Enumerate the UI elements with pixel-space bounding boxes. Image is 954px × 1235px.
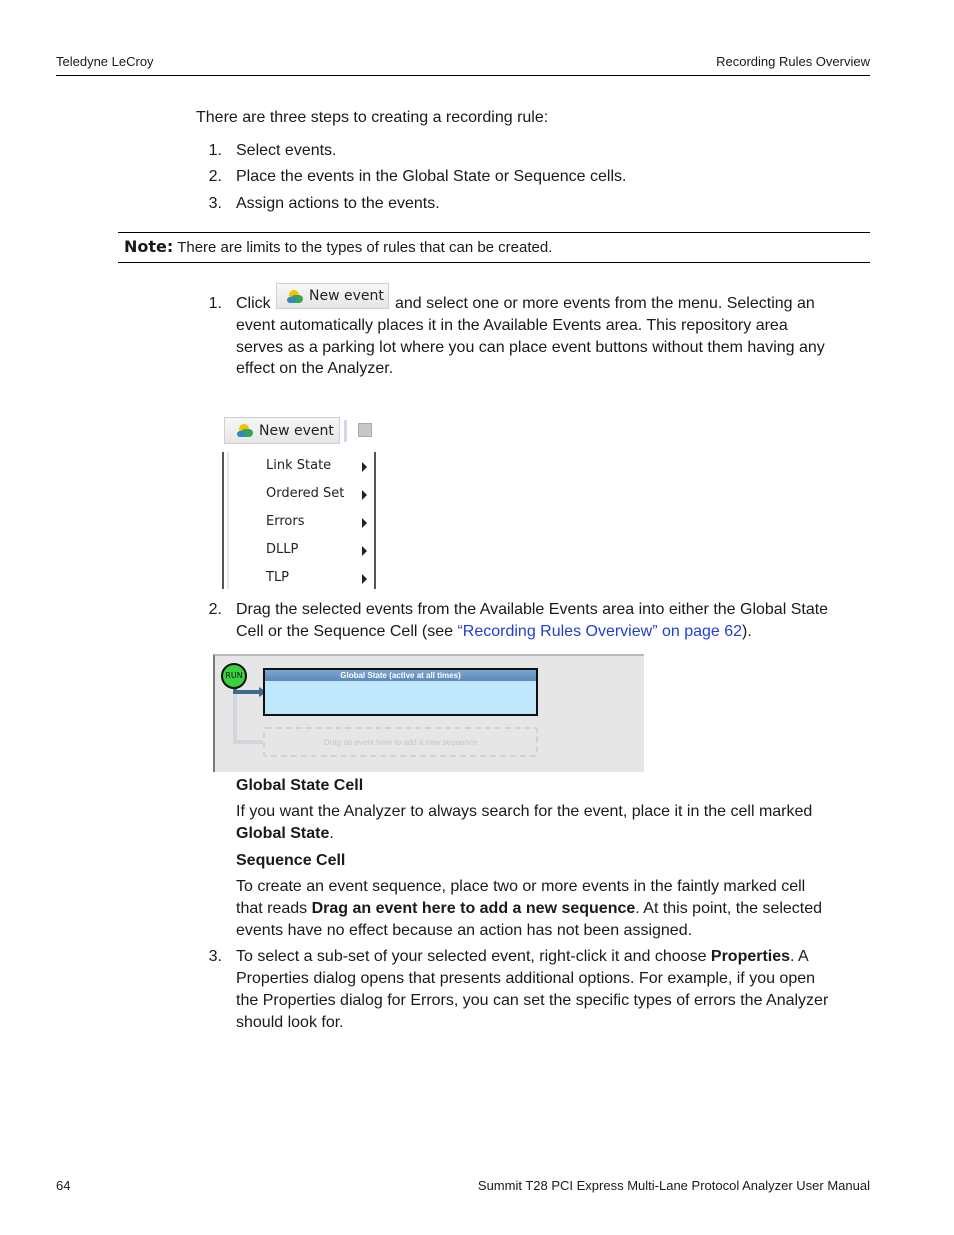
menu-item-tlp[interactable] xyxy=(224,567,374,589)
step1-line4: effect on the Analyzer. xyxy=(236,360,394,377)
submenu-arrow-icon xyxy=(362,546,367,556)
step3-line1: To select a sub-set of your selected event, right-click it and choose Properties. A xyxy=(236,948,809,965)
menu-item-link-state[interactable] xyxy=(224,455,374,479)
new-event-menu-screenshot xyxy=(222,417,374,591)
sequence-cell-heading: Sequence Cell xyxy=(236,852,346,869)
sequence-hint-bold: Drag an event here to add a new sequence xyxy=(311,900,636,917)
list-item xyxy=(0,193,954,215)
submenu-arrow-icon xyxy=(362,518,367,528)
step2-line2-post: ). xyxy=(742,623,752,640)
sequence-cell-line1: To create an event sequence, place two or more events in the faintly marked cell xyxy=(236,878,806,895)
sequence-hint: Drag an event here to add a new sequence xyxy=(323,738,478,747)
sequence-cell-line2: that reads Drag an event here to add a new sequence. At this point, the selected xyxy=(236,900,823,917)
global-state-cell-heading: Global State Cell xyxy=(236,777,364,794)
submenu-arrow-icon xyxy=(362,462,367,472)
recording-rule-diagram xyxy=(213,654,644,772)
menu-item-errors[interactable] xyxy=(224,511,374,535)
list-number: 2. xyxy=(208,168,222,185)
list-text: Assign actions to the events. xyxy=(236,195,440,212)
new-event-button[interactable] xyxy=(224,417,340,444)
run-button[interactable] xyxy=(221,663,247,689)
step1-line2: event automatically places it in the Available Events area. This repository area xyxy=(236,317,788,334)
list-number: 2. xyxy=(208,601,222,618)
footer-manual-title: Summit T28 PCI Express Multi-Lane Protocol Analyzer User Manual xyxy=(477,1178,870,1193)
list-number: 1. xyxy=(208,142,222,159)
global-state-title: Global State (active at all times) xyxy=(265,670,536,681)
step3-line4: should look for. xyxy=(236,1014,344,1031)
step2-line2-pre: Cell or the Sequence Cell (see xyxy=(236,623,458,640)
global-state-bold: Global State xyxy=(236,825,330,842)
list-number: 3. xyxy=(208,195,222,212)
step2-line2 xyxy=(236,621,752,643)
step1-line1: and select one or more events from the menu. Selecting an xyxy=(395,295,815,312)
new-event-button-label: New event xyxy=(309,288,384,304)
header-company: Teledyne LeCroy xyxy=(56,54,154,69)
menu-item-label: Ordered Set xyxy=(266,486,345,501)
step3-line3: the Properties dialog for Errors, you can set the specific types of errors the Analyzer xyxy=(236,992,829,1009)
step2-line1: Drag the selected events from the Available Events area into either the Global State xyxy=(236,601,829,618)
global-cell-line2: Global State. xyxy=(236,825,334,842)
note-label: Note: xyxy=(124,237,174,256)
note-text: There are limits to the types of rules that can be created. xyxy=(177,239,553,256)
menu-item-label: TLP xyxy=(266,570,290,585)
global-cell-line1: If you want the Analyzer to always search for the event, place it in the cell marked xyxy=(236,803,813,820)
new-event-button-label: New event xyxy=(259,422,334,439)
run-label: RUN xyxy=(225,671,243,680)
step1-click-text: Click xyxy=(236,295,271,312)
step1-line3: serves as a parking lot where you can place event buttons without them having any xyxy=(236,339,825,356)
new-event-icon xyxy=(287,290,303,303)
toolbar-delete-icon[interactable] xyxy=(358,423,372,437)
sequence-cell-line3: events have no effect because an action has not been assigned. xyxy=(236,922,693,939)
list-text: Select events. xyxy=(236,142,337,159)
toolbar-separator xyxy=(344,420,347,442)
list-item xyxy=(0,166,954,188)
list-text: Place the events in the Global State or Sequence cells. xyxy=(236,168,627,185)
list-number: 3. xyxy=(208,948,222,965)
list-number: 1. xyxy=(208,295,222,312)
global-state-cell[interactable] xyxy=(263,668,538,716)
list-item xyxy=(0,140,954,162)
header-divider xyxy=(56,75,870,76)
footer-page-number: 64 xyxy=(56,1178,71,1193)
new-event-icon xyxy=(237,424,253,437)
menu-item-label: Link State xyxy=(266,458,332,473)
sequence-cell[interactable] xyxy=(263,727,538,757)
note-box xyxy=(118,232,870,263)
properties-bold: Properties xyxy=(710,948,791,965)
intro-text: There are three steps to creating a recording rule: xyxy=(196,109,549,126)
menu-item-label: Errors xyxy=(266,514,305,529)
header-section-title: Recording Rules Overview xyxy=(716,54,870,69)
submenu-arrow-icon xyxy=(362,574,367,584)
step3-line2: Properties dialog opens that presents additional options. For example, if you open xyxy=(236,970,816,987)
recording-rules-overview-link[interactable]: “Recording Rules Overview” on page 62 xyxy=(457,623,743,640)
dropdown-menu xyxy=(222,452,376,589)
menu-item-dllp[interactable] xyxy=(224,539,374,563)
submenu-arrow-icon xyxy=(362,490,367,500)
new-event-button-inline[interactable] xyxy=(276,283,389,309)
menu-item-ordered-set[interactable] xyxy=(224,483,374,507)
menu-item-label: DLLP xyxy=(266,542,299,557)
